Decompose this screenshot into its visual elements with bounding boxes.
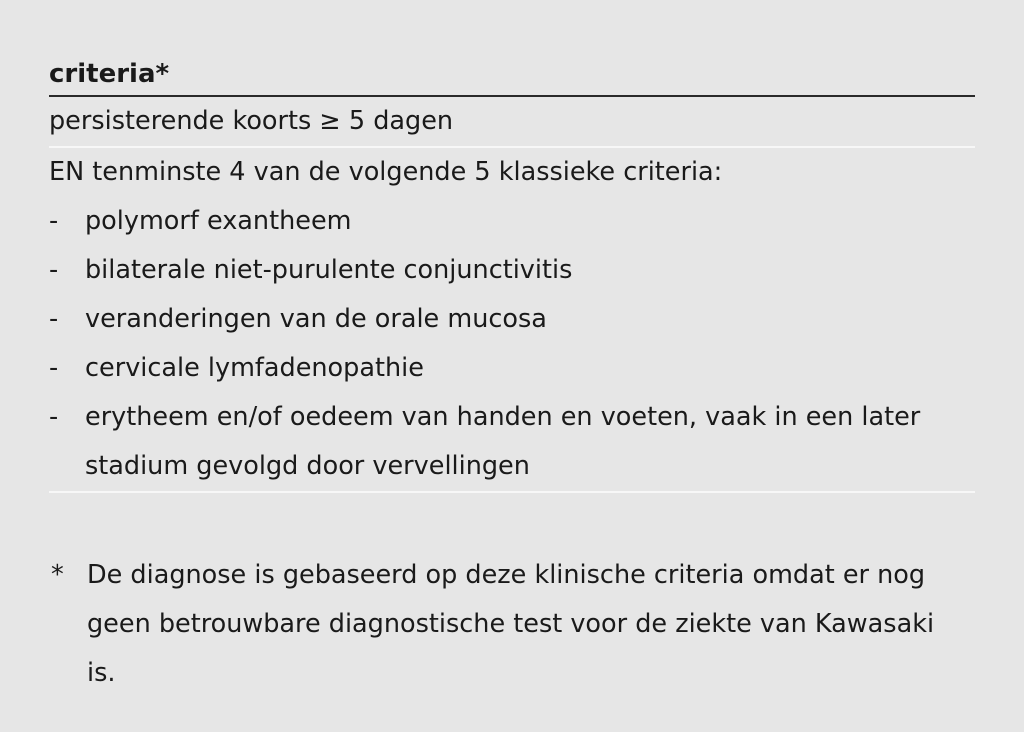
dash-bullet: - [49, 206, 59, 236]
dash-bullet: - [49, 353, 59, 383]
list-item [49, 197, 975, 246]
header-label: criteria* [49, 59, 170, 89]
criteria-list [49, 197, 975, 491]
list-item [49, 246, 975, 295]
list-item [49, 393, 975, 491]
list-item-text: bilaterale niet-purulente conjunctivitis [85, 255, 573, 285]
list-item [49, 344, 975, 393]
fever-row [49, 97, 975, 148]
footnote-mark: * [51, 560, 64, 590]
dash-bullet: - [49, 255, 59, 285]
intro-text: EN tenminste 4 van de volgende 5 klassieke criteria: [49, 157, 723, 187]
footnote-text: De diagnose is gebaseerd op deze klinische criteria omdat er nog geen betrouwbare diagnostische test voor de ziekte van Kawasaki is. [87, 560, 935, 688]
table-header [49, 0, 975, 97]
list-item-text: veranderingen van de orale mucosa [85, 304, 547, 334]
dash-bullet: - [49, 304, 59, 334]
criteria-block [49, 148, 975, 493]
footnote [49, 551, 949, 698]
dash-bullet: - [49, 402, 59, 432]
list-item [49, 295, 975, 344]
fever-text: persisterende koorts ≥ 5 dagen [49, 106, 454, 136]
list-item-text: erytheem en/of oedeem van handen en voeten, vaak in een later stadium gevolgd door vervellingen [85, 402, 921, 481]
criteria-table [49, 0, 975, 493]
list-item-text: polymorf exantheem [85, 206, 352, 236]
intro-row [49, 148, 975, 197]
list-item-text: cervicale lymfadenopathie [85, 353, 424, 383]
